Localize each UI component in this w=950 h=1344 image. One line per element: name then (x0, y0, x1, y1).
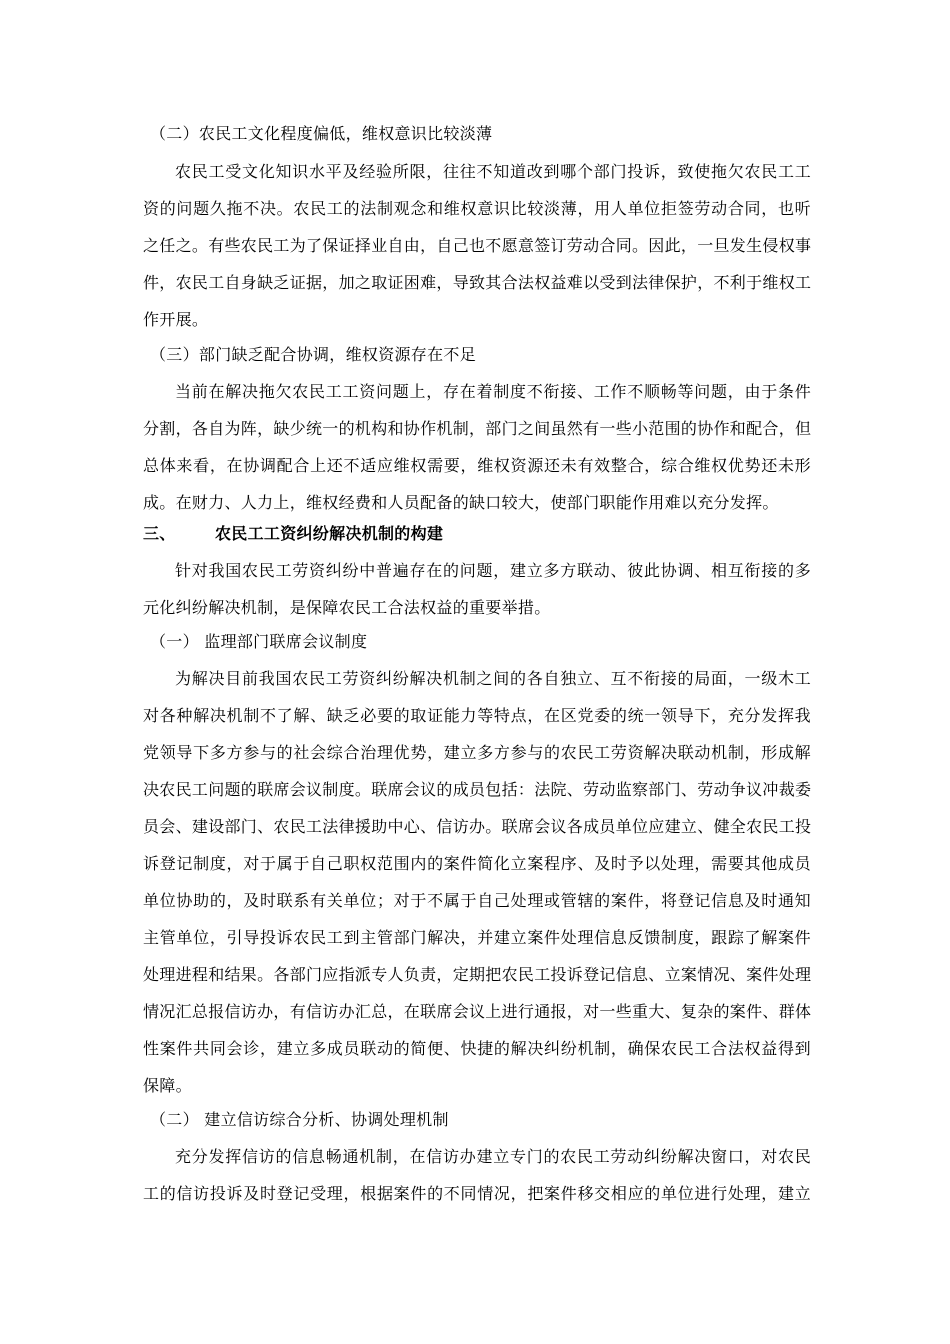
paragraph-line: 对各种解决机制不了解、缺乏必要的取证能力等特点，在区党委的统一领导下，充分发挥我 (143, 706, 811, 725)
paragraph-line: 分割，各自为阵，缺少统一的机构和协作机制，部门之间虽然有一些小范围的协作和配合，但 (143, 419, 812, 438)
paragraph-line: 作开展。 (143, 310, 209, 329)
paragraph-line: 员会、建设部门、农民工法律援助中心、信访办。联席会议各成员单位应建立、健全农民工投 (143, 817, 812, 836)
paragraph-line: 总体来看，在协调配合上还不适应维权需要，维权资源还未有效整合，综合维权优势还未形 (143, 456, 811, 475)
paragraph-line: 为解决目前我国农民工劳资纠纷解决机制之间的各自独立、互不衔接的局面，一级木工 (175, 669, 811, 688)
subsection-title: （二） 建立信访综合分析、协调处理机制 (150, 1110, 449, 1129)
paragraph-line: 工的信访投诉及时登记受理，根据案件的不同情况，把案件移交相应的单位进行处理，建立 (143, 1184, 811, 1203)
paragraph-line: 之任之。有些农民工为了保证择业自由，自己也不愿意签订劳动合同。因此，一旦发生侵权事 (143, 236, 812, 255)
paragraph-line: 充分发挥信访的信息畅通机制，在信访办建立专门的农民工劳动纠纷解决窗口，对农民 (175, 1147, 811, 1166)
paragraph-line: 保障。 (143, 1076, 192, 1095)
paragraph-line: 资的问题久拖不决。农民工的法制观念和维权意识比较淡薄，用人单位拒签劳动合同，也听 (143, 199, 811, 218)
paragraph-line: 处理进程和结果。各部门应指派专人负责，定期把农民工投诉登记信息、立案情况、案件处理 (143, 965, 812, 984)
paragraph-line: 件，农民工自身缺乏证据，加之取证困难，导致其合法权益难以受到法律保护，不利于维权工 (143, 273, 812, 292)
paragraph-line: 元化纠纷解决机制，是保障农民工合法权益的重要举措。 (143, 598, 551, 617)
subsection-title: （二）农民工文化程度偏低，维权意识比较淡薄 (150, 124, 493, 143)
paragraph-line: 党领导下多方参与的社会综合治理优势，建立多方参与的农民工劳资解决联动机制，形成解 (143, 743, 811, 762)
subsection-title: （三）部门缺乏配合协调，维权资源存在不足 (150, 345, 477, 364)
paragraph-line: 决农民工问题的联席会议制度。联席会议的成员包括：法院、劳动监察部门、劳动争议冲裁委 (143, 780, 812, 799)
section-number: 三、 (143, 524, 176, 543)
paragraph-line: 针对我国农民工劳资纠纷中普遍存在的问题，建立多方联动、彼此协调、相互衔接的多 (175, 561, 811, 580)
paragraph-line: 性案件共同会诊，建立多成员联动的简便、快捷的解决纠纷机制，确保农民工合法权益得到 (143, 1039, 811, 1058)
subsection-title: （一） 监理部门联席会议制度 (150, 632, 368, 651)
paragraph-line: 诉登记制度，对于属于自己职权范围内的案件简化立案程序、及时予以处理，需要其他成员 (143, 854, 811, 873)
paragraph-line: 当前在解决拖欠农民工工资问题上，存在着制度不衔接、工作不顺畅等问题，由于条件 (175, 382, 811, 401)
paragraph-line: 主管单位，引导投诉农民工到主管部门解决，并建立案件处理信息反馈制度，跟踪了解案件 (143, 928, 811, 947)
paragraph-line: 单位协助的，及时联系有关单位；对于不属于自己处理或管辖的案件，将登记信息及时通知 (143, 891, 811, 910)
paragraph-line: 情况汇总报信访办，有信访办汇总，在联席会议上进行通报，对一些重大、复杂的案件、群体 (143, 1002, 812, 1021)
section-title: 农民工工资纠纷解决机制的构建 (215, 524, 444, 543)
paragraph-line: 农民工受文化知识水平及经验所限，往往不知道改到哪个部门投诉，致使拖欠农民工工 (175, 162, 811, 181)
paragraph-line: 成。在财力、人力上，维权经费和人员配备的缺口较大，使部门职能作用难以充分发挥。 (143, 493, 779, 512)
section-heading (143, 524, 443, 544)
